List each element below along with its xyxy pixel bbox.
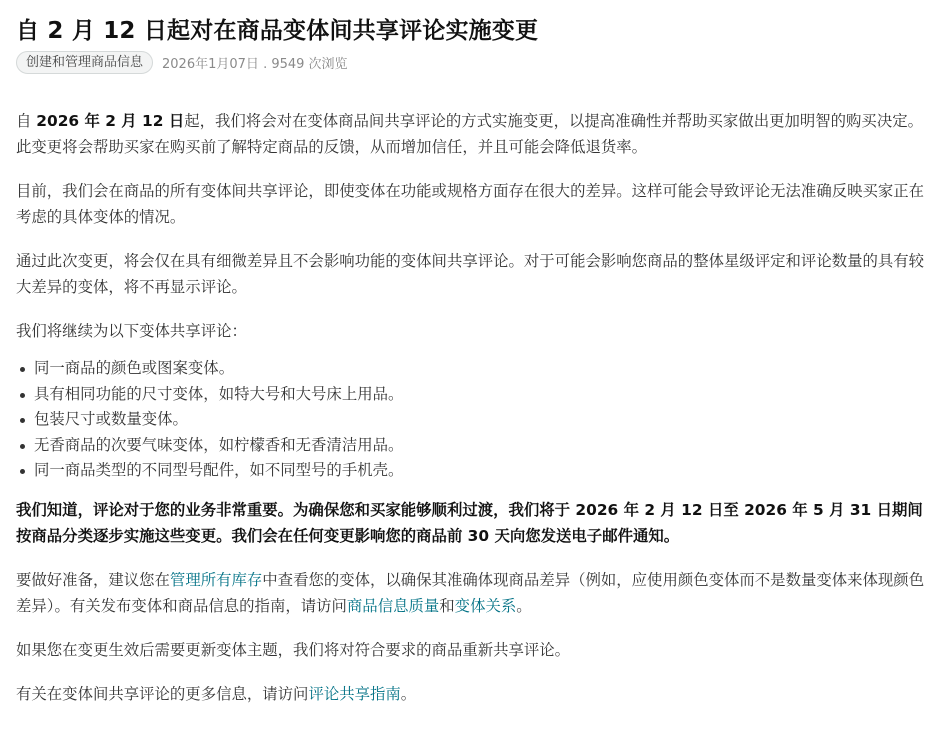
article-body (16, 108, 933, 707)
intro-text-start: 自 (16, 112, 37, 130)
list-item: 同一商品的颜色或图案变体。 (34, 356, 933, 382)
manage-inventory-link[interactable]: 管理所有库存 (169, 570, 263, 589)
paragraph-change: 通过此次变更，将会仅在具有细微差异且不会影响功能的变体间共享评论。对于可能会影响您商品的整体星级评定和评论数量的具有较大差异的变体，将不再显示评论。 (16, 252, 925, 296)
list-item: 包装尺寸或数量变体。 (34, 407, 933, 433)
page-title: 自 2 月 12 日起对在商品变体间共享评论实施变更 (16, 18, 539, 44)
prepare-text-4: 。 (516, 596, 532, 615)
more-info-text: 有关在变体间共享评论的更多信息，请访问 (16, 684, 309, 703)
effective-date: 2026 年 2 月 12 日 (36, 112, 185, 130)
article-date: 2026年1月07日 (162, 56, 259, 72)
paragraph-more-info (16, 681, 933, 707)
prepare-text-2: 中查看您的变体，以确保其准确体现商品差异（例如，应使用颜色变体而不是数量变体来体现颜色差异）。有关发布变体和商品信息的指南，请访问 (16, 570, 925, 615)
list-item: 无香商品的次要气味变体，如柠檬香和无香清洁用品。 (34, 433, 933, 459)
prepare-text-3: 和 (439, 596, 455, 615)
meta-separator: . (263, 56, 272, 72)
more-info-end: 。 (400, 684, 417, 703)
prepare-text-1: 要做好准备，建议您在 (16, 570, 170, 589)
list-item: 具有相同功能的尺寸变体，如特大号和大号床上用品。 (34, 382, 933, 408)
variation-relationship-link[interactable]: 变体关系 (454, 596, 517, 615)
list-item: 同一商品类型的不同型号配件，如不同型号的手机壳。 (34, 458, 933, 484)
article-meta (16, 50, 933, 74)
paragraph-prepare (16, 567, 933, 619)
shared-variants-list (16, 356, 933, 484)
paragraph-important-notice: 我们知道，评论对于您的业务非常重要。为确保您和买家能够顺利过渡，我们将于 2026 年 2 月 12 日至 2026 年 5 月 31 日期间按商品分类逐步实施这些变更。我们会在任何变更影响您的商品前 30 天向您发送电子邮件通知。 (16, 500, 923, 545)
article-date-views (162, 53, 348, 72)
paragraph-reshare: 如果您在变更生效后需要更新变体主题，我们将对符合要求的商品重新共享评论。 (16, 640, 571, 659)
paragraph-list-intro: 我们将继续为以下变体共享评论： (16, 322, 247, 340)
review-sharing-guide-link[interactable]: 评论共享指南 (308, 684, 401, 703)
paragraph-current: 目前，我们会在商品的所有变体间共享评论，即使变体在功能或规格方面存在很大的差异。这样可能会导致评论无法准确反映买家正在考虑的具体变体的情况。 (16, 182, 925, 226)
category-badge[interactable]: 创建和管理商品信息 (16, 51, 153, 74)
listing-quality-link[interactable]: 商品信息质量 (346, 596, 440, 615)
paragraph-intro (16, 108, 933, 160)
intro-text-rest: 起，我们将会对在变体商品间共享评论的方式实施变更，以提高准确性并帮助买家做出更加明智的购买决定。此变更将会帮助买家在购买前了解特定商品的反馈，从而增加信任，并且可能会降低退货率。 (16, 112, 923, 156)
view-count: 9549 次浏览 (271, 56, 348, 72)
